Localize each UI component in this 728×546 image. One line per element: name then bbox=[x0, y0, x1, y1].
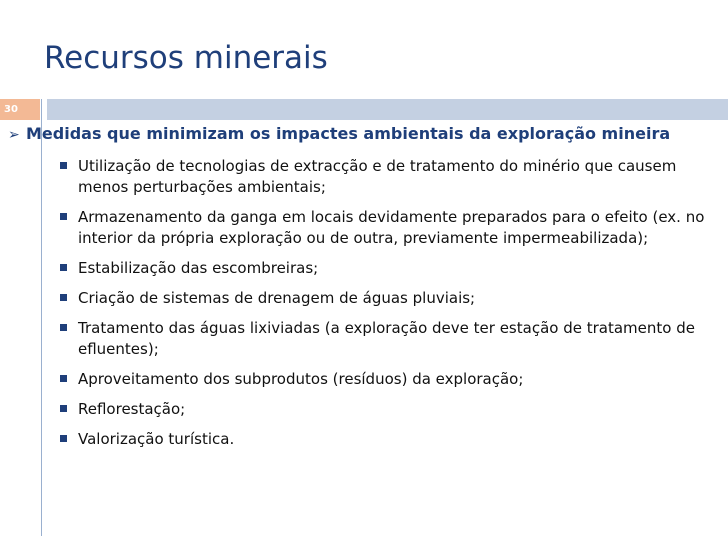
list-item-text: Utilização de tecnologias de extracção e de tratamento do minério que causem menos perturbações ambientais; bbox=[78, 157, 677, 196]
list-item-text: Aproveitamento dos subprodutos (resíduos) da exploração; bbox=[78, 370, 524, 388]
square-bullet-icon bbox=[60, 375, 67, 382]
square-bullet-icon bbox=[60, 435, 67, 442]
list-item bbox=[8, 399, 720, 420]
slide-content bbox=[8, 122, 720, 459]
list-item bbox=[8, 288, 720, 309]
slide-title: Recursos minerais bbox=[44, 40, 328, 76]
square-bullet-icon bbox=[60, 294, 67, 301]
list-item bbox=[8, 207, 720, 249]
square-bullet-icon bbox=[60, 264, 67, 271]
page-number: 30 bbox=[4, 104, 18, 115]
list-item bbox=[8, 258, 720, 279]
square-bullet-icon bbox=[60, 213, 67, 220]
list-item bbox=[8, 318, 720, 360]
list-item-text: Armazenamento da ganga em locais devidamente preparados para o efeito (ex. no interior da própria exploração ou de outra, previamente impermeabilizada); bbox=[78, 208, 705, 247]
list-item-text: Tratamento das águas lixiviadas (a exploração deve ter estação de tratamento de efluentes); bbox=[78, 319, 695, 358]
list-item-text: Valorização turística. bbox=[78, 430, 235, 448]
list-item bbox=[8, 369, 720, 390]
list-item-text: Estabilização das escombreiras; bbox=[78, 259, 319, 277]
list-item-text: Reflorestação; bbox=[78, 400, 186, 418]
header-band bbox=[47, 99, 728, 120]
section-heading-text: Medidas que minimizam os impactes ambientais da exploração mineira bbox=[26, 124, 671, 143]
square-bullet-icon bbox=[60, 162, 67, 169]
list-item bbox=[8, 156, 720, 198]
square-bullet-icon bbox=[60, 405, 67, 412]
section-heading bbox=[8, 122, 720, 147]
list-item-text: Criação de sistemas de drenagem de águas pluviais; bbox=[78, 289, 476, 307]
square-bullet-icon bbox=[60, 324, 67, 331]
arrow-right-icon: ➢ bbox=[8, 127, 20, 143]
measures-list bbox=[8, 156, 720, 450]
list-item bbox=[8, 429, 720, 450]
